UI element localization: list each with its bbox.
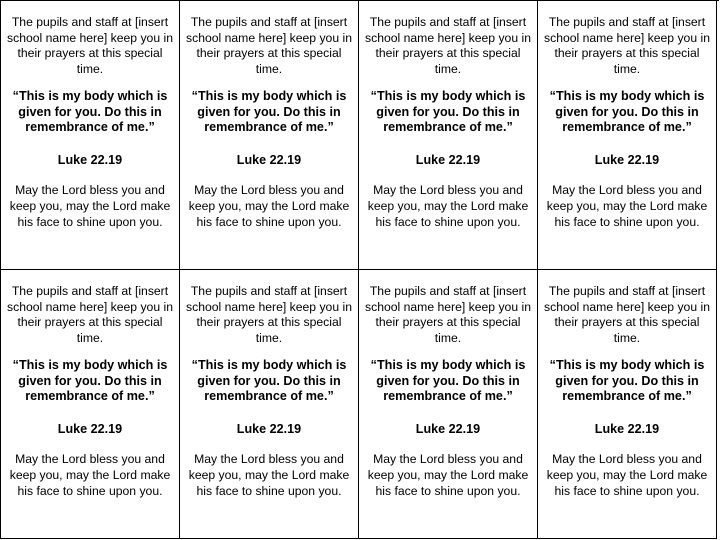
dedication-text: The pupils and staff at [insert school name here] keep you in their prayers at this special time. — [544, 284, 710, 345]
scripture-reference: Luke 22.19 — [57, 152, 123, 167]
scripture-quote: “This is my body which is given for you. Do this in remembrance of me.” — [370, 358, 526, 404]
prayer-card — [180, 1, 359, 270]
dedication-text: The pupils and staff at [insert school name here] keep you in their prayers at this special time. — [365, 15, 531, 76]
blessing-text: May the Lord bless you and keep you, may the Lord make his face to shine upon you. — [546, 183, 708, 229]
dedication-text: The pupils and staff at [insert school name here] keep you in their prayers at this special time. — [7, 284, 173, 345]
blessing-text: May the Lord bless you and keep you, may the Lord make his face to shine upon you. — [9, 183, 171, 229]
scripture-reference: Luke 22.19 — [236, 421, 302, 436]
scripture-quote: “This is my body which is given for you. Do this in remembrance of me.” — [191, 358, 347, 404]
blessing-text: May the Lord bless you and keep you, may the Lord make his face to shine upon you. — [367, 452, 529, 498]
blessing-text: May the Lord bless you and keep you, may the Lord make his face to shine upon you. — [188, 183, 350, 229]
scripture-reference: Luke 22.19 — [236, 152, 302, 167]
blessing-text: May the Lord bless you and keep you, may the Lord make his face to shine upon you. — [367, 183, 529, 229]
scripture-quote: “This is my body which is given for you. Do this in remembrance of me.” — [549, 89, 705, 135]
prayer-card — [538, 1, 717, 270]
prayer-card — [359, 270, 538, 539]
prayer-card — [180, 270, 359, 539]
scripture-quote: “This is my body which is given for you. Do this in remembrance of me.” — [191, 89, 347, 135]
scripture-quote: “This is my body which is given for you. Do this in remembrance of me.” — [12, 89, 168, 135]
blessing-text: May the Lord bless you and keep you, may the Lord make his face to shine upon you. — [188, 452, 350, 498]
prayer-card — [538, 270, 717, 539]
dedication-text: The pupils and staff at [insert school name here] keep you in their prayers at this special time. — [544, 15, 710, 76]
dedication-text: The pupils and staff at [insert school name here] keep you in their prayers at this special time. — [365, 284, 531, 345]
scripture-quote: “This is my body which is given for you. Do this in remembrance of me.” — [549, 358, 705, 404]
blessing-text: May the Lord bless you and keep you, may the Lord make his face to shine upon you. — [546, 452, 708, 498]
dedication-text: The pupils and staff at [insert school name here] keep you in their prayers at this special time. — [186, 15, 352, 76]
scripture-quote: “This is my body which is given for you. Do this in remembrance of me.” — [370, 89, 526, 135]
dedication-text: The pupils and staff at [insert school name here] keep you in their prayers at this special time. — [7, 15, 173, 76]
scripture-reference: Luke 22.19 — [57, 421, 123, 436]
dedication-text: The pupils and staff at [insert school name here] keep you in their prayers at this special time. — [186, 284, 352, 345]
scripture-reference: Luke 22.19 — [594, 152, 660, 167]
prayer-card — [1, 1, 180, 270]
scripture-reference: Luke 22.19 — [415, 152, 481, 167]
prayer-card — [359, 1, 538, 270]
scripture-reference: Luke 22.19 — [594, 421, 660, 436]
blessing-text: May the Lord bless you and keep you, may the Lord make his face to shine upon you. — [9, 452, 171, 498]
scripture-reference: Luke 22.19 — [415, 421, 481, 436]
scripture-quote: “This is my body which is given for you. Do this in remembrance of me.” — [12, 358, 168, 404]
prayer-card — [1, 270, 180, 539]
